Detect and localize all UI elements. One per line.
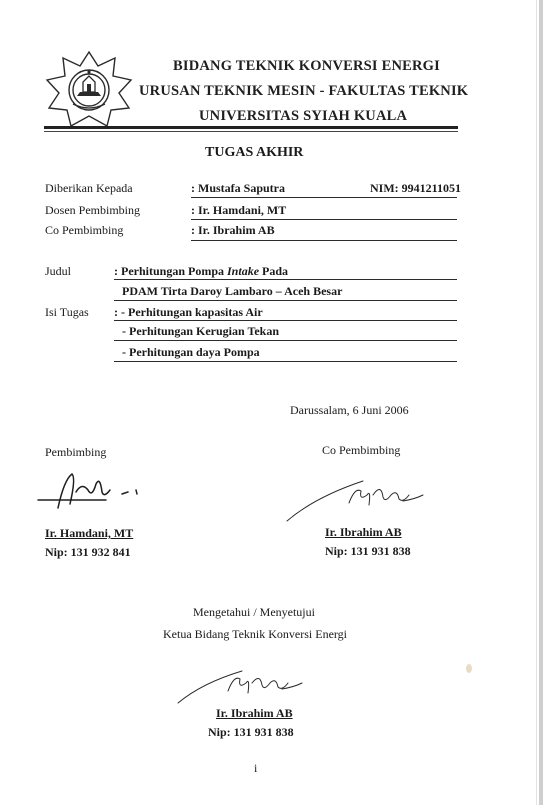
isi-tugas-label: Isi Tugas xyxy=(45,305,89,319)
page-number: i xyxy=(254,761,258,775)
isi-tugas-underline-3 xyxy=(114,361,457,362)
left-signer-role: Pembimbing xyxy=(45,445,107,459)
approval-line-1: Mengetahui / Menyetujui xyxy=(193,605,315,619)
bottom-signature-icon xyxy=(176,667,316,707)
isi-tugas-underline-1 xyxy=(114,320,457,321)
left-signer-name: Ir. Hamdani, MT xyxy=(45,526,134,540)
right-signer-role: Co Pembimbing xyxy=(322,443,401,457)
university-seal-icon xyxy=(43,48,135,128)
co-supervisor-underline xyxy=(191,240,457,241)
right-signature-icon xyxy=(285,477,445,523)
isi-tugas-underline-2 xyxy=(114,340,457,341)
judul-suffix: Pada xyxy=(259,264,289,278)
left-signer-nip: Nip: 131 932 841 xyxy=(45,545,131,559)
left-signature-icon xyxy=(36,470,146,518)
header-rule-thin xyxy=(44,131,458,132)
header-rule-thick xyxy=(44,126,458,129)
header-line-1: BIDANG TEKNIK KONVERSI ENERGI xyxy=(173,58,440,74)
isi-tugas-item-3: - Perhitungan daya Pompa xyxy=(122,345,260,359)
right-signer-nip: Nip: 131 931 838 xyxy=(325,544,411,558)
document-title: TUGAS AKHIR xyxy=(205,145,304,160)
supervisor-value: : Ir. Hamdani, MT xyxy=(191,203,287,217)
right-signer-name: Ir. Ibrahim AB xyxy=(325,525,402,539)
bottom-signer-nip: Nip: 131 931 838 xyxy=(208,725,294,739)
judul-prefix: : Perhitungan Pompa xyxy=(114,264,228,278)
judul-underline-2 xyxy=(114,300,457,301)
place-date: Darussalam, 6 Juni 2006 xyxy=(290,403,409,417)
co-supervisor-label: Co Pembimbing xyxy=(45,223,124,237)
supervisor-label: Dosen Pembimbing xyxy=(45,203,140,217)
paper-stain xyxy=(466,664,472,673)
judul-line-2: PDAM Tirta Daroy Lambaro – Aceh Besar xyxy=(122,284,343,298)
page-edge-line xyxy=(536,0,537,805)
given-to-underline xyxy=(191,197,457,198)
judul-underline-1 xyxy=(114,279,457,280)
judul-label: Judul xyxy=(45,264,72,278)
header-line-2: URUSAN TEKNIK MESIN - FAKULTAS TEKNIK xyxy=(139,83,469,99)
approval-line-2: Ketua Bidang Teknik Konversi Energi xyxy=(163,627,348,641)
isi-tugas-item-2: - Perhitungan Kerugian Tekan xyxy=(122,324,280,338)
given-to-value: : Mustafa Saputra xyxy=(191,181,286,195)
supervisor-underline xyxy=(191,219,457,220)
page-edge-shadow xyxy=(539,0,543,805)
nim-value: NIM: 9941211051 xyxy=(370,181,461,195)
judul-italic: Intake xyxy=(227,264,260,278)
bottom-signer-name: Ir. Ibrahim AB xyxy=(216,706,293,720)
isi-tugas-item-1: : - Perhitungan kapasitas Air xyxy=(114,305,263,319)
co-supervisor-value: : Ir. Ibrahim AB xyxy=(191,223,275,237)
judul-line-1 xyxy=(114,264,288,279)
given-to-label: Diberikan Kepada xyxy=(45,181,133,195)
header-line-3: UNIVERSITAS SYIAH KUALA xyxy=(199,108,408,124)
